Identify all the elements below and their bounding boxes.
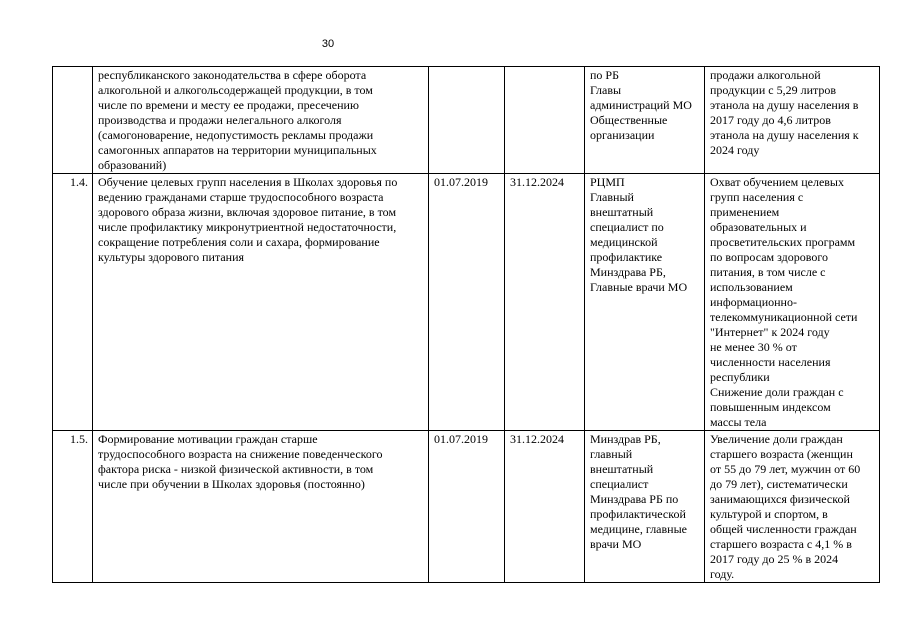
responsible bbox=[585, 67, 705, 174]
text-line: (самогоноварение, недопустимость рекламы продажи bbox=[98, 128, 374, 142]
text-line: старшего возраста с 4,1 % в bbox=[710, 537, 852, 551]
text-line: питания, в том числе с bbox=[710, 265, 826, 279]
text-line: Формирование мотивации граждан старше bbox=[98, 432, 318, 446]
text-line: групп населения с bbox=[710, 190, 804, 204]
text-line: телекоммуникационной сети bbox=[710, 310, 858, 324]
page-number: 30 bbox=[321, 38, 335, 50]
text-line: "Интернет" к 2024 году bbox=[710, 325, 830, 339]
text-line: использованием bbox=[710, 280, 793, 294]
start-date bbox=[429, 67, 505, 174]
text-line: Минздрава РБ, bbox=[590, 265, 666, 279]
text-line: 2024 году bbox=[710, 143, 760, 157]
text-line: от 55 до 79 лет, мужчин от 60 bbox=[710, 462, 861, 476]
responsible bbox=[585, 431, 705, 583]
text-line: Обучение целевых групп населения в Школах здоровья по bbox=[98, 175, 398, 189]
text-line: трудоспособного возраста на снижение поведенческого bbox=[98, 447, 383, 461]
table-row bbox=[53, 67, 880, 174]
text-line: профилактической bbox=[590, 507, 686, 521]
text-line: продукции с 5,29 литров bbox=[710, 83, 837, 97]
text-line: сокращение потребления соли и сахара, формирование bbox=[98, 235, 380, 249]
text-line: Охват обучением целевых bbox=[710, 175, 844, 189]
text-line: специалист по bbox=[590, 220, 664, 234]
text-line: специалист bbox=[590, 477, 649, 491]
text-line: администраций МО bbox=[590, 98, 692, 112]
text-line: информационно- bbox=[710, 295, 797, 309]
text-line: массы тела bbox=[710, 415, 767, 429]
measures-table bbox=[52, 66, 880, 583]
text-line: производства и продажи нелегального алкоголя bbox=[98, 113, 342, 127]
text-line: Минздрава РБ по bbox=[590, 492, 679, 506]
text-line: занимающихся физической bbox=[710, 492, 850, 506]
text-line: году. bbox=[710, 567, 735, 581]
text-line: продажи алкогольной bbox=[710, 68, 821, 82]
text-line: повышенным индексом bbox=[710, 400, 831, 414]
text-line: до 79 лет), систематически bbox=[710, 477, 848, 491]
text-line: Снижение доли граждан с bbox=[710, 385, 844, 399]
text-line: здорового образа жизни, включая здоровое питание, в том bbox=[98, 205, 397, 219]
text-line: этанола на душу населения к bbox=[710, 128, 859, 142]
text-line: самогонных аппаратов на территории муниципальных bbox=[98, 143, 377, 157]
text-line: внештатный bbox=[590, 462, 654, 476]
text-line: ведению гражданами старше трудоспособного возраста bbox=[98, 190, 384, 204]
table-row bbox=[53, 431, 880, 583]
text-line: образовательных и bbox=[710, 220, 807, 234]
text-line: Минздрав РБ, bbox=[590, 432, 661, 446]
end-date: 31.12.2024 bbox=[505, 431, 585, 583]
start-date: 01.07.2019 bbox=[429, 174, 505, 431]
row-number: 1.4. bbox=[53, 174, 93, 431]
text-line: образований) bbox=[98, 158, 167, 172]
text-line: фактора риска - низкой физической активности, в том bbox=[98, 462, 374, 476]
text-line: врачи МО bbox=[590, 537, 642, 551]
text-line: просветительских программ bbox=[710, 235, 856, 249]
text-line: применением bbox=[710, 205, 780, 219]
text-line: республики bbox=[710, 370, 770, 384]
text-line: Главный bbox=[590, 190, 634, 204]
text-line: Увеличение доли граждан bbox=[710, 432, 843, 446]
text-line: общей численности граждан bbox=[710, 522, 857, 536]
text-line: медицине, главные bbox=[590, 522, 687, 536]
expected-result bbox=[705, 431, 880, 583]
text-line: по вопросам здорового bbox=[710, 250, 828, 264]
row-number bbox=[53, 67, 93, 174]
text-line: этанола на душу населения в bbox=[710, 98, 859, 112]
end-date bbox=[505, 67, 585, 174]
text-line: числе профилактику микронутриентной недостаточности, bbox=[98, 220, 397, 234]
text-line: главный bbox=[590, 447, 633, 461]
text-line: числе при обучении в Школах здоровья (постоянно) bbox=[98, 477, 365, 491]
text-line: 2017 году до 25 % в 2024 bbox=[710, 552, 839, 566]
text-line: организации bbox=[590, 128, 655, 142]
text-line: не менее 30 % от bbox=[710, 340, 797, 354]
text-line: медицинской bbox=[590, 235, 658, 249]
text-line: РЦМП bbox=[590, 175, 625, 189]
start-date: 01.07.2019 bbox=[429, 431, 505, 583]
responsible bbox=[585, 174, 705, 431]
text-line: алкогольной и алкогольсодержащей продукции, в том bbox=[98, 83, 373, 97]
text-line: республиканского законодательства в сфере оборота bbox=[98, 68, 367, 82]
text-line: по РБ bbox=[590, 68, 619, 82]
text-line: числе по времени и месту ее продажи, пресечению bbox=[98, 98, 359, 112]
end-date: 31.12.2024 bbox=[505, 174, 585, 431]
text-line: культуры здорового питания bbox=[98, 250, 245, 264]
text-line: профилактике bbox=[590, 250, 663, 264]
text-line: Главные врачи МО bbox=[590, 280, 688, 294]
measure-description bbox=[93, 431, 429, 583]
measure-description bbox=[93, 174, 429, 431]
text-line: старшего возраста (женщин bbox=[710, 447, 853, 461]
measure-description bbox=[93, 67, 429, 174]
expected-result bbox=[705, 174, 880, 431]
text-line: численности населения bbox=[710, 355, 831, 369]
expected-result bbox=[705, 67, 880, 174]
text-line: внештатный bbox=[590, 205, 654, 219]
text-line: Общественные bbox=[590, 113, 668, 127]
row-number: 1.5. bbox=[53, 431, 93, 583]
text-line: культурой и спортом, в bbox=[710, 507, 828, 521]
table-row bbox=[53, 174, 880, 431]
text-line: Главы bbox=[590, 83, 622, 97]
text-line: 2017 году до 4,6 литров bbox=[710, 113, 831, 127]
